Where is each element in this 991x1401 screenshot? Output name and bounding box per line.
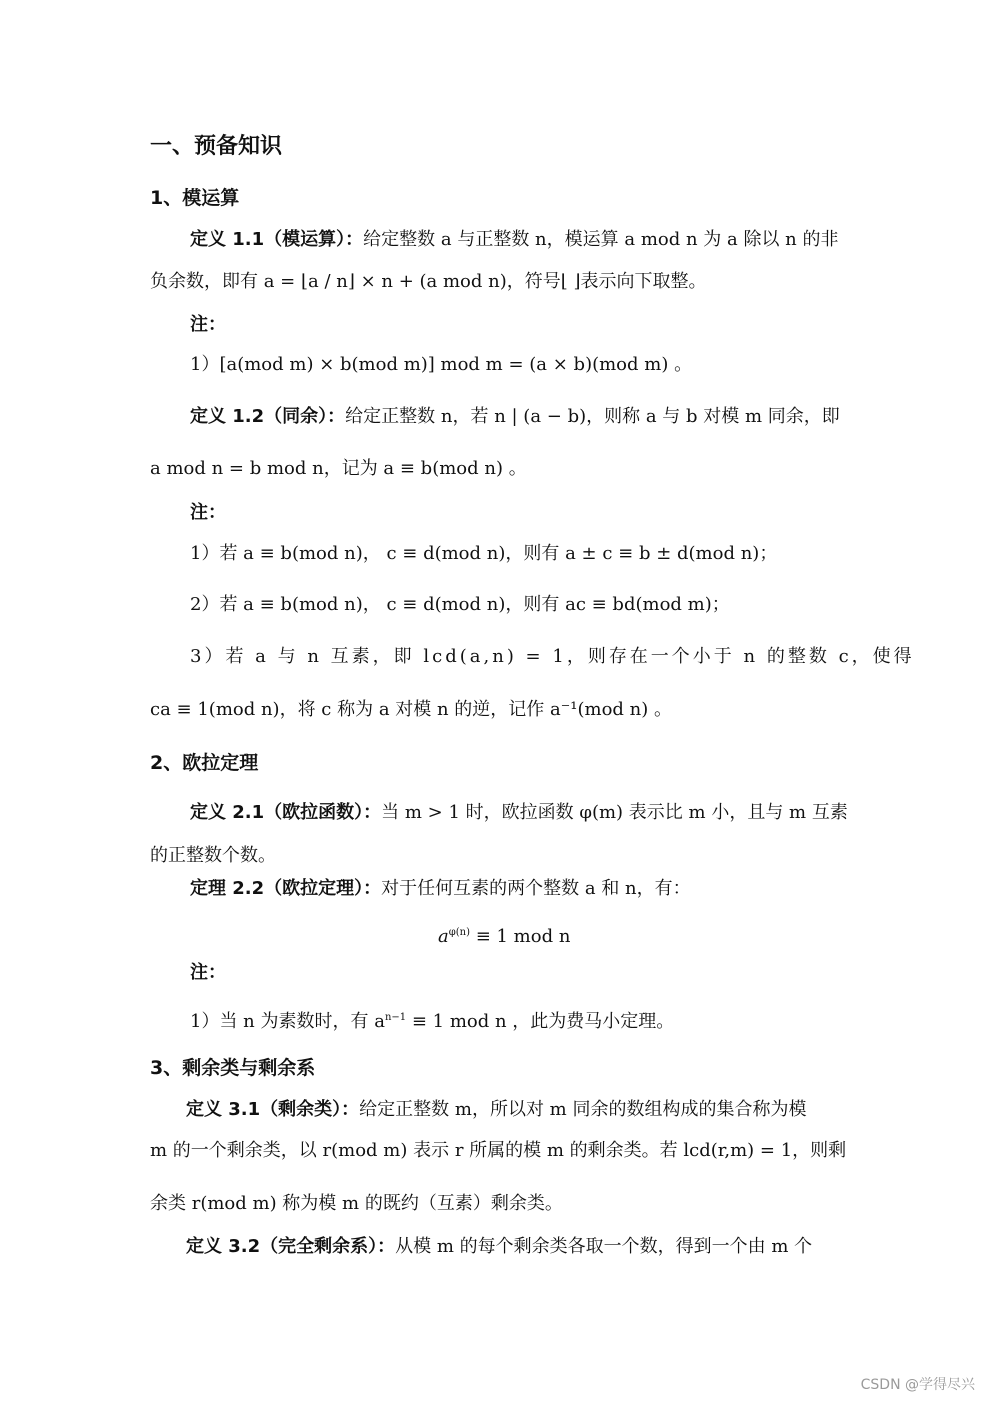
exponent: n−1 [384,1012,407,1023]
definition-label: 定义 1.2（同余）： [190,406,346,427]
definition-3-2 [186,1235,812,1259]
definition-1-2-cont: a mod n = b mod n，记为 a ≡ b(mod n) 。 [150,458,527,479]
definition-1-1 [190,228,839,252]
euler-formula [438,921,570,949]
section-euler-theorem: 2、欧拉定理 [150,752,259,774]
definition-text: 当 m > 1 时，欧拉函数 φ(m) 表示比 m 小，且与 m 互素 [381,802,848,823]
section-residue-classes: 3、剩余类与剩余系 [150,1057,316,1079]
definition-text: 给定整数 a 与正整数 n，模运算 a mod n 为 a 除以 n 的非 [363,229,839,250]
theorem-label: 定理 2.2（欧拉定理）： [190,878,382,899]
definition-3-1 [186,1098,806,1122]
note-item-cont: ca ≡ 1(mod n)，将 c 称为 a 对模 n 的逆，记作 a⁻¹(mod n) 。 [150,699,672,720]
note-item: 3）若 a 与 n 互素，即 lcd(a,n) = 1，则存在一个小于 n 的整数 c，使得 [190,646,915,667]
note-item: 1）[a(mod m) × b(mod m)] mod m = (a × b)(mod m) 。 [190,354,693,375]
formula-base: a [438,926,449,947]
definition-2-1-cont: 的正整数个数。 [150,845,276,866]
note-label: 注： [190,502,226,523]
note-item: 2）若 a ≡ b(mod n)， c ≡ d(mod n)，则有 ac ≡ bd(mod m)； [190,594,730,615]
note-label: 注： [190,962,226,983]
definition-label: 定义 1.1（模运算）： [190,229,364,250]
definition-3-1-cont: m 的一个剩余类，以 r(mod m) 表示 r 所属的模 m 的剩余类。若 lcd(r,m) = 1，则剩 [150,1140,847,1161]
theorem-text: 对于任何互素的两个整数 a 和 n，有： [381,878,691,899]
note-text: 1）当 n 为素数时，有 a [190,1011,385,1032]
definition-label: 定义 2.1（欧拉函数）： [190,802,382,823]
note-label: 注： [190,314,226,335]
definition-text: 给定正整数 n，若 n | (a − b)，则称 a 与 b 对模 m 同余，即 [345,406,840,427]
note-text: ≡ 1 mod n ，此为费马小定理。 [406,1011,675,1032]
watermark: CSDN @学得尽兴 [860,1377,975,1393]
formula-exponent: φ(n) [448,927,470,938]
definition-3-1-cont: 余类 r(mod m) 称为模 m 的既约（互素）剩余类。 [150,1193,563,1214]
definition-2-1 [190,801,848,825]
definition-label: 定义 3.2（完全剩余系）： [186,1236,396,1257]
note-item: 1）若 a ≡ b(mod n)， c ≡ d(mod n)，则有 a ± c ≡ b ± d(mod n)； [190,543,778,564]
theorem-2-2 [190,877,691,901]
formula-rest: ≡ 1 mod n [469,926,571,947]
definition-text: 给定正整数 m，所以对 m 同余的数组构成的集合称为模 [359,1099,807,1120]
section-modular-arithmetic: 1、模运算 [150,187,240,209]
definition-text: 从模 m 的每个剩余类各取一个数，得到一个由 m 个 [395,1236,813,1257]
definition-1-2 [190,405,840,429]
heading-preliminaries: 一、预备知识 [150,134,283,159]
definition-1-1-cont: 负余数，即有 a = ⌊a / n⌋ × n + (a mod n)，符号⌊ ⌋表示向下取整。 [150,271,707,292]
note-item [190,1006,674,1034]
definition-label: 定义 3.1（剩余类）： [186,1099,360,1120]
